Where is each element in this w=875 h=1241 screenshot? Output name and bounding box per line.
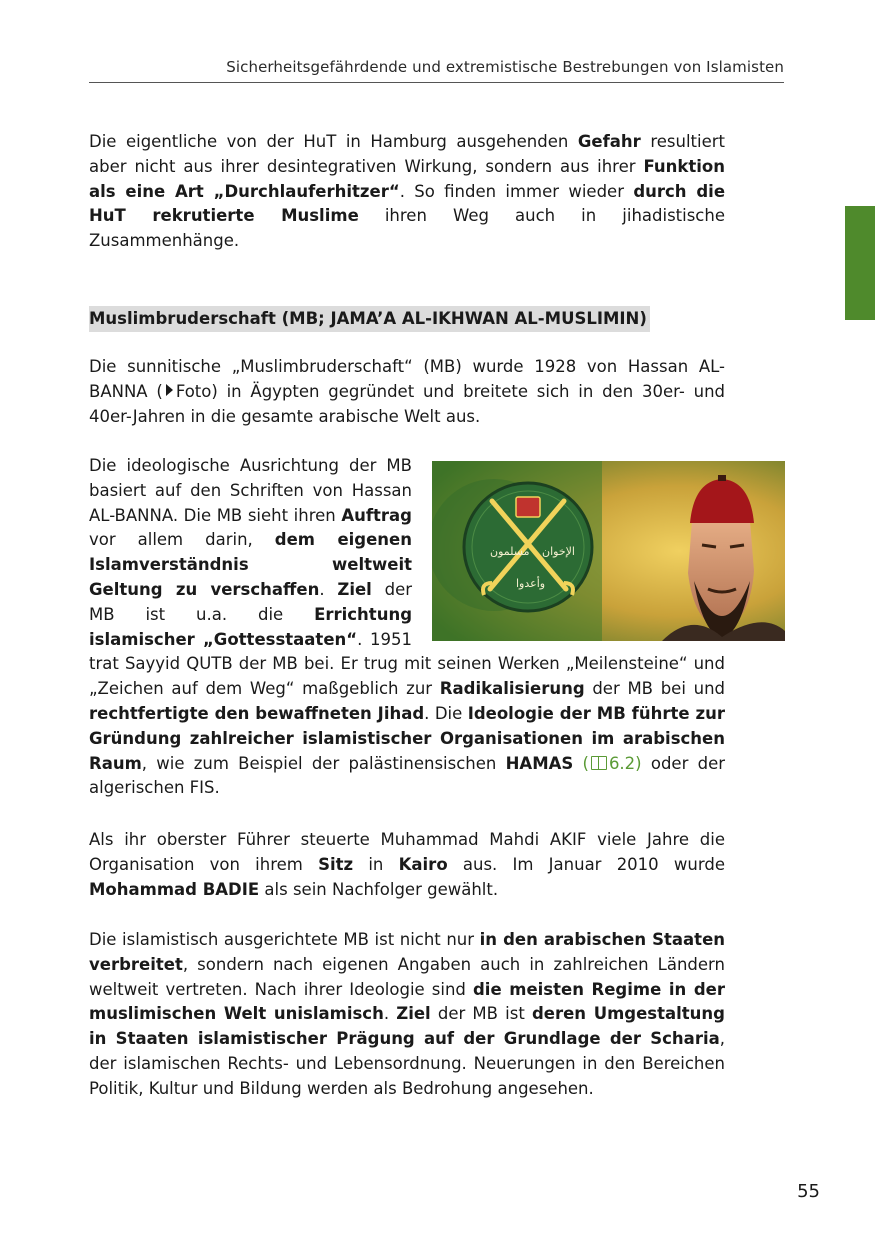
text-run: oder der algerischen FIS. [89,753,725,798]
text-run: . So finden immer wieder [399,181,634,201]
bold-run: Gefahr [577,132,641,151]
xref-open: ( [573,753,589,773]
paragraph-hut-danger [89,130,725,254]
bold-run: Ziel [337,579,372,599]
text-run: , sondern nach eigenen Angaben auch in zahlreichen Ländern weltweit vertreten. Nach ihrer Ideologie sind [89,954,725,999]
text-run: der MB bei und [584,679,725,699]
bold-run: rechtfertigte den bewaffneten Jihad [89,703,425,723]
text-run: vor allem darin, [89,530,275,550]
text-run: Die ideologische Ausrichtung der MB basiert auf den Schriften von Hassan AL-BANNA. Die MB sieht ihren [89,456,412,525]
page-number: 55 [797,1181,820,1202]
book-icon [591,756,607,770]
text-run: Die sunnitische „Muslimbruderschaft“ (MB) wurde 1928 von Hassan AL-BANNA ( [89,357,725,401]
text-run: Foto) in Ägypten gegründet und breitete sich in den 30er- und 40er-Jahren in die gesamte arabische Welt aus. [89,381,725,426]
text-run: der MB ist u.a. die [89,579,413,624]
bold-run: in den arabischen Staaten verbreitet [89,930,726,974]
text-run: . [319,579,338,599]
bold-run: Auftrag [341,505,412,525]
text-run: resultiert aber nicht aus ihrer desintegrativen Wirkung, sondern aus ihrer [89,132,725,176]
running-head: Sicherheitsgefährdende und extremistische Bestrebungen von Islamisten [226,58,784,76]
bold-run: die meisten Regime in der muslimischen Welt unislamisch [89,979,726,1024]
bold-run: dem eigenen Islamverständnis weltweit Geltung zu verschaffen [89,530,412,599]
text-run: in [353,854,399,874]
emblem-text-right: الإخوان [542,545,575,558]
bold-run: Radikalisierung [439,679,585,699]
header-rule [89,82,784,83]
paragraph-mb-goals [89,928,725,1102]
bold-run: Ideologie der MB führte zur Gründung zahlreicher islamistischer Organisationen im arabischen Raum [89,703,725,773]
text-run: aus. Im Januar 2010 wurde [447,854,725,874]
text-run: , wie zum Beispiel der palästinensischen [141,753,506,773]
bold-run: Funktion als eine Art „Durchlauferhitzer“ [89,156,725,201]
bold-run: Mohammad BADIE [89,879,260,899]
text-run: ihren Weg auch in jihadistische Zusammenhänge. [89,206,725,251]
text-run: als sein Nachfolger gewählt. [259,879,499,899]
paragraph-mb-founding [89,355,725,429]
section-heading: Muslimbruderschaft (MB; JAMA’A AL-IKHWAN AL-MUSLIMIN) [89,306,650,332]
cross-reference-link[interactable]: 6.2) [608,753,642,773]
text-run: . 1951 trat Sayyid QUTB der MB bei. Er trug mit seinen Werken „Meilensteine“ und „Zeichen auf dem Weg“ maßgeblich zur [89,629,725,699]
text-run: der MB ist [430,1004,532,1024]
emblem-text-left: مسلمون [490,545,530,558]
bold-run: Ziel [396,1004,431,1024]
text-run: . Die [424,703,468,723]
text-run: Die islamistisch ausgerichtete MB ist nicht nur [89,930,480,949]
text-run: Die eigentliche von der HuT in Hamburg ausgehenden [89,132,578,151]
bold-run: HAMAS [505,753,574,773]
text-run: , der islamischen Rechts- und Lebensordnung. Neuerungen in den Bereichen Politik, Kultur und Bildung werden als Bedrohung angesehen. [89,1029,725,1098]
bold-run: deren Umgestaltung in Staaten islamistischer Prägung auf der Grundlage der Scharia [89,1004,725,1049]
paragraph-mb-ideology [89,454,725,801]
bold-run: Errichtung islamischer „Gottesstaaten“ [89,604,412,649]
bold-run: durch die HuT rekrutierte Muslime [89,181,726,226]
text-run: . [383,1004,397,1024]
bold-run: Sitz [318,854,354,874]
triangle-pointer-icon [166,384,173,396]
portrait-photo [432,461,785,641]
emblem-text-bottom: وأعدوا [516,577,546,590]
chapter-thumb-tab [845,206,875,320]
text-run: Als ihr oberster Führer steuerte Muhammad Mahdi AKIF viele Jahre die Organisation von ihrem [89,830,725,874]
bold-run: Kairo [398,854,448,874]
paragraph-mb-leadership [89,828,725,902]
